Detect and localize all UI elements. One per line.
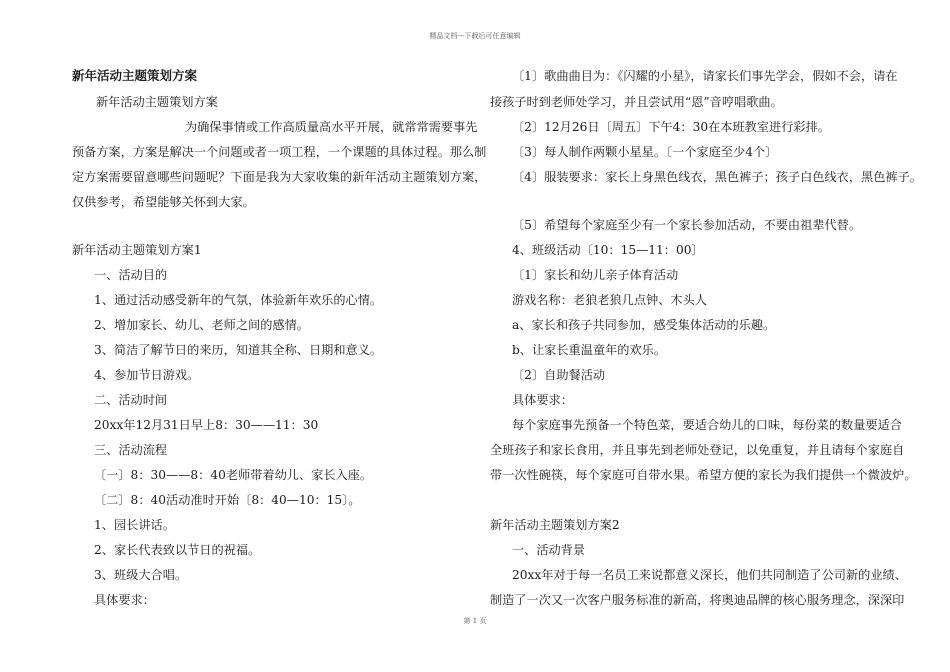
list-item: 3、简洁了解节日的来历，知道其全称、日期和意义。 [94,343,383,357]
subheading-background: 一、活动背景 [512,543,586,557]
paragraph-line: 每个家庭事先预备一个特色菜，要适合幼儿的口味，每份菜的数量要适合 [512,418,902,432]
requirements-label: 具体要求： [94,593,155,607]
paragraph-line: 20xx年对于每一名员工来说都意义深长，他们共同制造了公司新的业绩、 [512,568,907,582]
paragraph-line: 制造了一次又一次客户服务标准的新高，将奥迪品牌的核心服务理念，深深印 [490,593,905,607]
list-item: 〔3〕每人制作两颗小星星。〔一个家庭至少4个〕 [512,145,778,159]
game-names-text: 游戏名称：老狼老狼几点钟、木头人 [512,293,707,307]
list-item: b、让家长重温童年的欢乐。 [512,343,667,357]
paragraph-line: 接孩子时到老师处学习，并且尝试用“恩”音哼唱歌曲。 [490,95,783,109]
list-item: 3、班级大合唱。 [94,568,188,582]
subheading-time: 二、活动时间 [94,393,168,407]
intro-paragraph-line: 定方案需要留意哪些问题呢？下面是我为大家收集的新年活动主题策划方案， [72,170,487,184]
list-item: 〔4〕服装要求：家长上身黑色线衣，黑色裤子；孩子白色线衣，黑色裤子。 [512,170,922,184]
list-item: 〔2〕12月26日〔周五〕下午4：30在本班教室进行彩排。 [512,120,830,134]
list-item: 〔1〕家长和幼儿亲子体育活动 [512,268,679,282]
list-item: 2、增加家长、幼儿、老师之间的感情。 [94,318,309,332]
paragraph-line: 〔1〕歌曲曲目为：《闪耀的小星》，请家长们事先学会，假如不会，请在 [512,69,898,83]
list-item: 4、参加节日游戏。 [94,368,200,382]
page-header-note: 精品文档---下载后可任意编辑 [429,32,521,40]
section-heading-plan-2: 新年活动主题策划方案2 [490,518,620,532]
page-number: 第 1 页 [463,617,487,625]
intro-paragraph-line: 为确保事情或工作高质量高水平开展，就常常需要事先 [185,120,478,134]
paragraph-line: 全班孩子和家长食用，并且事先到老师处登记，以免重复，并且请每个家庭自 [490,443,905,457]
document-subtitle: 新年活动主题策划方案 [96,95,218,109]
list-item: 1、通过活动感受新年的气氛，体验新年欢乐的心情。 [94,293,383,307]
list-item: 4、班级活动〔10：15—11：00〕 [512,243,704,257]
subheading-process: 三、活动流程 [94,443,168,457]
intro-paragraph-line: 预备方案，方案是解决一个问题或者一项工程，一个课题的具体过程。那么制 [72,145,487,159]
paragraph-line: 带一次性碗筷，每个家庭可自带水果。希望方便的家长为我们提供一个微波炉。 [490,468,917,482]
list-item: 〔一〕8：30——8：40老师带着幼儿、家长入座。 [94,468,373,482]
list-item: 1、园长讲话。 [94,518,175,532]
subheading-purpose: 一、活动目的 [94,268,168,282]
document-title: 新年活动主题策划方案 [72,68,198,83]
list-item: 〔2〕自助餐活动 [512,368,606,382]
list-item: 2、家长代表致以节日的祝福。 [94,543,261,557]
requirements-label: 具体要求： [512,393,573,407]
list-item: 〔二〕8：40活动准时开始〔8：40—10：15〕。 [94,493,361,507]
list-item: 〔5〕希望每个家庭至少有一个家长参加活动，不要由祖辈代替。 [512,218,862,232]
intro-paragraph-line: 仅供参考，希望能够关怀到大家。 [72,195,255,209]
right-text-column [490,0,922,672]
event-time-text: 20xx年12月31日早上8：30——11：30 [94,418,319,432]
section-heading-plan-1: 新年活动主题策划方案1 [72,243,202,257]
list-item: a、家长和孩子共同参加，感受集体活动的乐趣。 [512,318,776,332]
